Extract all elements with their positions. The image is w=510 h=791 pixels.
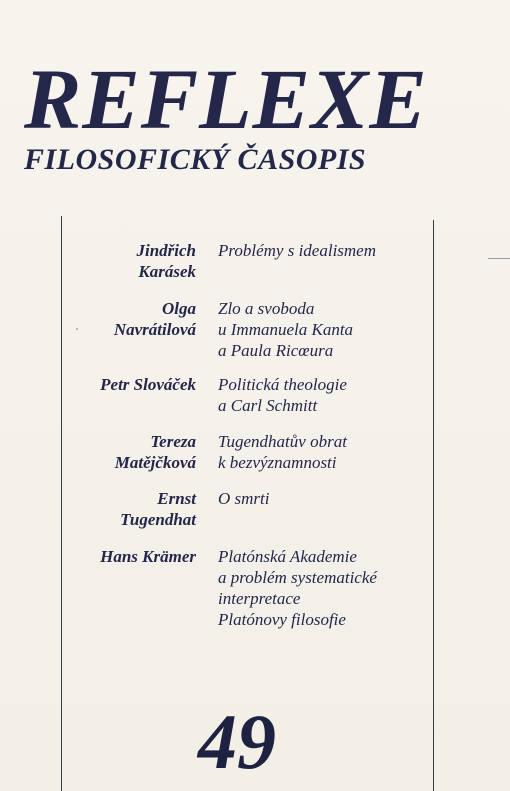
toc-article-title (218, 431, 398, 473)
margin-mark (488, 258, 510, 259)
article-line: u Immanuela Kanta (218, 320, 354, 339)
toc-article-title (218, 488, 398, 509)
issue-number: 49 (198, 698, 276, 785)
author-line: Jindřich (136, 241, 196, 260)
toc-author (62, 431, 196, 473)
toc-author (62, 298, 196, 340)
author-line: Hans Krämer (100, 547, 196, 566)
article-line: interpretace (218, 589, 301, 608)
article-line: Tugendhatův obrat (218, 432, 347, 451)
toc-author (62, 240, 196, 282)
toc-article-title (218, 374, 398, 416)
author-line: Matějčková (114, 453, 196, 472)
author-line: Tereza (150, 432, 196, 451)
toc-author (62, 546, 196, 567)
toc-author (62, 374, 196, 395)
author-line: Navrátilová (113, 320, 196, 339)
article-line: O smrti (218, 489, 270, 508)
right-vertical-rule (433, 220, 434, 791)
toc-article-title (218, 298, 398, 361)
journal-subtitle: FILOSOFICKÝ ČASOPIS (24, 143, 367, 176)
journal-title: REFLEXE (24, 51, 428, 147)
toc-article-title (218, 240, 398, 261)
author-line: Tugendhat (120, 510, 196, 529)
toc-article-title (218, 546, 398, 630)
author-line: Karásek (138, 262, 196, 281)
article-line: Politická theologie (218, 375, 347, 394)
article-line: Zlo a svoboda (218, 299, 315, 318)
article-line: a Carl Schmitt (218, 396, 318, 415)
author-line: Ernst (157, 489, 196, 508)
article-line: Platónovy filosofie (218, 610, 346, 629)
article-line: a problém systematické (218, 568, 377, 587)
author-line: Olga (162, 299, 196, 318)
article-line: k bezvýznamnosti (218, 453, 337, 472)
article-line: Platónská Akademie (218, 547, 357, 566)
toc-author (62, 488, 196, 530)
article-line: a Paula Ricœura (218, 341, 334, 360)
article-line: Problémy s idealismem (218, 241, 377, 260)
author-line: Petr Slováček (100, 375, 196, 394)
